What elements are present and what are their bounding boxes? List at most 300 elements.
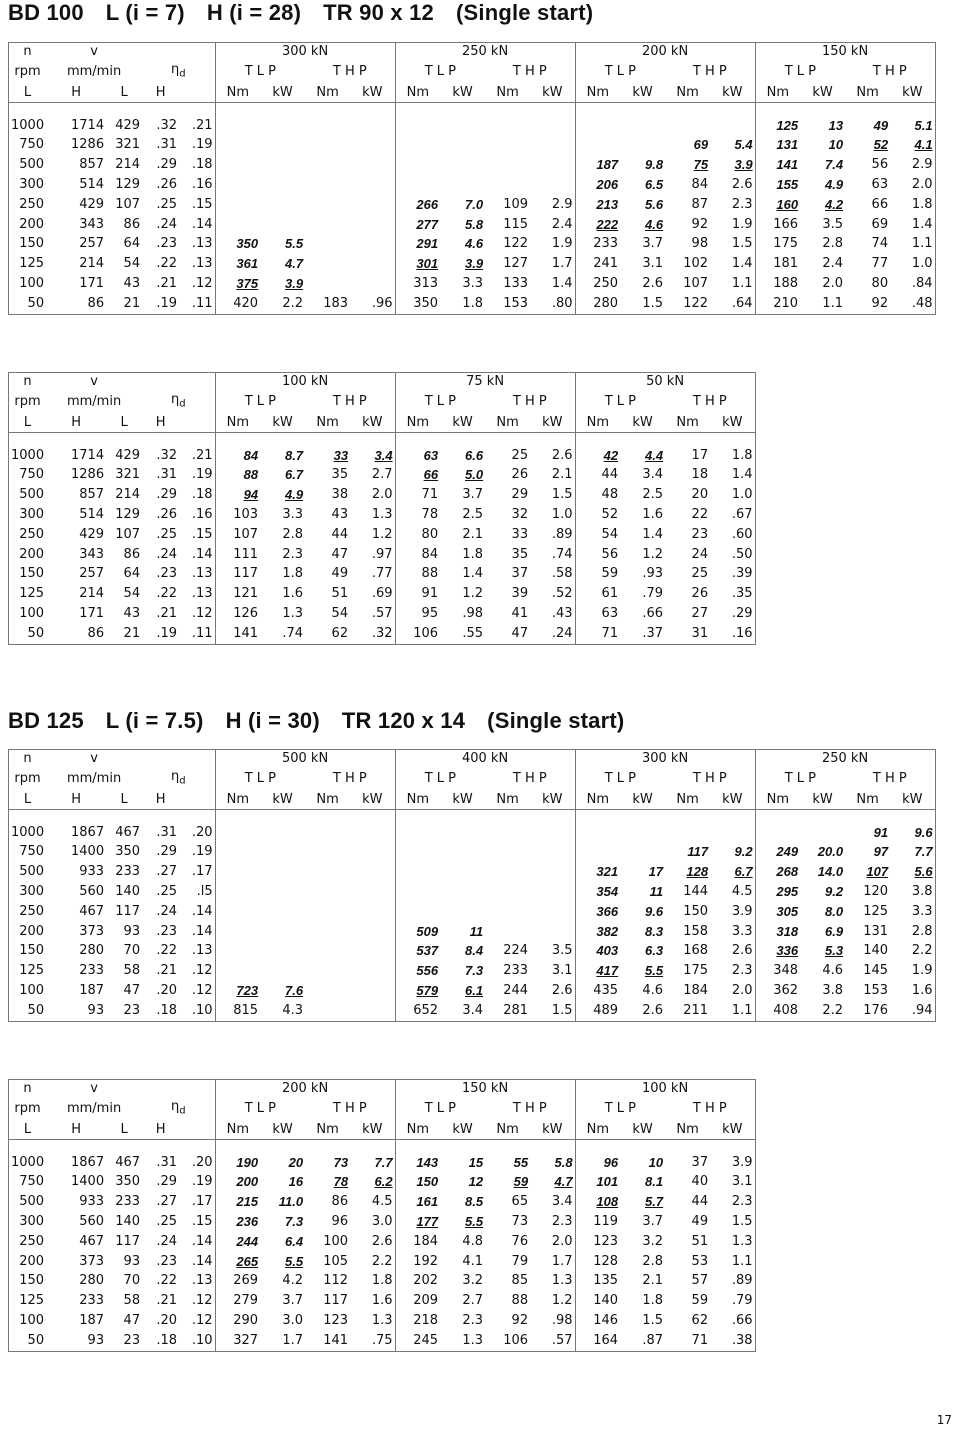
- table-cell: [440, 564, 485, 584]
- table-cell: [46, 902, 106, 922]
- table-cell: [142, 1311, 179, 1331]
- cell-value: 95: [421, 605, 439, 621]
- spacer-cell: [9, 809, 47, 823]
- load-header: 300 kN: [215, 43, 395, 62]
- cell-value: 7.6: [285, 982, 304, 998]
- table-cell: [530, 1001, 575, 1021]
- cell-value: .32: [156, 117, 178, 133]
- tlp-header: T L P: [604, 64, 636, 80]
- table-cell: [530, 294, 575, 314]
- cell-value: .20: [191, 824, 213, 840]
- cell-value: 3.5: [551, 943, 573, 959]
- cell-value: 257: [79, 566, 105, 582]
- table-cell: [179, 1153, 215, 1173]
- table-cell: [260, 505, 305, 525]
- cell-value: 107: [683, 275, 709, 291]
- table-cell: [260, 862, 305, 882]
- cell-value: .22: [156, 586, 178, 602]
- unit-header: kW: [260, 1121, 305, 1140]
- cell-value: 7.7: [374, 1154, 393, 1170]
- table-cell: [260, 485, 305, 505]
- cell-value: 27: [691, 605, 709, 621]
- table-cell: [106, 604, 142, 624]
- cell-value: 2.4: [822, 256, 844, 272]
- table-cell: [215, 195, 260, 215]
- cell-value: 7.0: [465, 196, 484, 212]
- cell-value: 366: [596, 903, 619, 919]
- table-cell: [350, 446, 395, 466]
- table-cell: [179, 195, 215, 215]
- eta-symbol: η: [171, 62, 180, 77]
- cell-value: 100: [19, 982, 45, 998]
- cell-value: 1.2: [642, 546, 664, 562]
- cell-value: 343: [79, 546, 105, 562]
- unit-header: kW: [260, 791, 305, 810]
- cell-value: 86: [123, 216, 141, 232]
- table-cell: [179, 1271, 215, 1291]
- table-cell: [215, 1252, 260, 1272]
- cell-value: 15: [468, 1154, 484, 1170]
- cell-value: 3.8: [911, 883, 933, 899]
- table-cell: [485, 274, 530, 294]
- table-cell: [620, 465, 665, 485]
- table-cell: [890, 922, 935, 942]
- table-cell: [890, 135, 935, 155]
- unit-header: Nm: [665, 84, 710, 103]
- table-cell: [575, 254, 620, 274]
- table-cell: [710, 1311, 755, 1331]
- table-cell: [46, 1001, 106, 1021]
- table-cell: [800, 823, 845, 843]
- unit-header: kW: [620, 1121, 665, 1140]
- cell-value: 3.7: [642, 1213, 664, 1229]
- table-cell: [9, 961, 47, 981]
- table-cell: [46, 1232, 106, 1252]
- table-cell: [350, 545, 395, 565]
- table-cell: [260, 274, 305, 294]
- cell-value: 1.2: [371, 526, 393, 542]
- unit-header: Nm: [575, 791, 620, 810]
- unit-header: kW: [350, 1121, 395, 1140]
- cell-value: 233: [593, 236, 619, 252]
- table-cell: [9, 1232, 47, 1252]
- table-cell: [440, 981, 485, 1001]
- cell-value: 11.0: [278, 1194, 304, 1210]
- table-row: [9, 274, 936, 294]
- cell-value: .84: [911, 275, 933, 291]
- cell-value: 187: [596, 157, 619, 173]
- cell-value: 2.0: [551, 1233, 573, 1249]
- cell-value: 362: [773, 982, 799, 998]
- cell-value: .75: [371, 1332, 393, 1348]
- cell-value: 2.3: [731, 963, 753, 979]
- table-cell: [485, 902, 530, 922]
- cell-value: 318: [776, 923, 799, 939]
- table-cell: [305, 1331, 350, 1351]
- cell-value: 3.0: [371, 1213, 393, 1229]
- header-cell: mm/min: [66, 771, 122, 787]
- table-cell: [395, 1153, 440, 1173]
- table-cell: [142, 1271, 179, 1291]
- table-cell: [215, 862, 260, 882]
- cell-value: 3.4: [642, 467, 664, 483]
- header-cell: H: [142, 1121, 179, 1140]
- load-header: 75 kN: [395, 373, 575, 392]
- table-cell: [710, 195, 755, 215]
- unit-header: Nm: [485, 791, 530, 810]
- cell-value: 4.2: [282, 1273, 304, 1289]
- table-cell: [530, 1192, 575, 1212]
- cell-value: 417: [596, 963, 619, 979]
- cell-value: 76: [511, 1233, 529, 1249]
- table-cell: [755, 294, 800, 314]
- cell-value: 105: [323, 1253, 349, 1269]
- cell-value: 10: [828, 137, 844, 153]
- cell-value: 92: [511, 1312, 529, 1328]
- cell-value: 354: [596, 883, 619, 899]
- table-cell: [665, 525, 710, 545]
- cell-value: 14.0: [817, 864, 844, 880]
- cell-value: 4.4: [645, 447, 664, 463]
- table-cell: [142, 564, 179, 584]
- spacer-cell: [395, 809, 440, 823]
- table-cell: [106, 485, 142, 505]
- cell-value: 214: [79, 256, 105, 272]
- table-cell: [845, 155, 890, 175]
- table-cell: [260, 116, 305, 136]
- cell-value: 74: [871, 236, 889, 252]
- cell-value: 65: [511, 1194, 529, 1210]
- spacer-cell: [620, 432, 665, 446]
- table-cell: [215, 294, 260, 314]
- cell-value: 37: [511, 566, 529, 582]
- cell-value: .12: [191, 275, 213, 291]
- table-cell: [530, 545, 575, 565]
- table-cell: [440, 1252, 485, 1272]
- table-cell: [710, 961, 755, 981]
- cell-value: 64: [123, 566, 141, 582]
- unit-header: Nm: [665, 414, 710, 433]
- cell-value: 6.7: [285, 467, 304, 483]
- table-cell: [845, 234, 890, 254]
- table-cell: [620, 234, 665, 254]
- cell-value: 12: [468, 1174, 484, 1190]
- cell-value: .87: [642, 1332, 664, 1348]
- cell-value: 106: [503, 1332, 529, 1348]
- table-cell: [9, 485, 47, 505]
- cell-value: 429: [115, 447, 141, 463]
- cell-value: .31: [156, 824, 178, 840]
- table-cell: [215, 1212, 260, 1232]
- table-cell: [440, 1001, 485, 1021]
- table-cell: [395, 294, 440, 314]
- cell-value: 1286: [71, 137, 105, 153]
- table-cell: [179, 135, 215, 155]
- table-cell: [665, 584, 710, 604]
- table-cell: [260, 941, 305, 961]
- cell-value: 107: [866, 864, 889, 880]
- cell-value: 96: [603, 1154, 619, 1170]
- cell-value: 1.1: [731, 275, 753, 291]
- table-cell: [620, 1271, 665, 1291]
- cell-value: .24: [156, 546, 178, 562]
- header-row-units: [9, 791, 936, 810]
- table-cell: [800, 1001, 845, 1021]
- table-cell: [106, 862, 142, 882]
- table-cell: [485, 1252, 530, 1272]
- table-cell: [395, 624, 440, 644]
- table-cell: [710, 155, 755, 175]
- cell-value: 168: [683, 943, 709, 959]
- table-cell: [106, 624, 142, 644]
- table-cell: [350, 981, 395, 1001]
- section-title-part: L (i = 7): [105, 0, 185, 25]
- table-cell: [142, 254, 179, 274]
- cell-value: 26: [511, 467, 529, 483]
- table-cell: [575, 1252, 620, 1272]
- table-cell: [440, 294, 485, 314]
- cell-value: 80: [421, 526, 439, 542]
- cell-value: 2.6: [731, 943, 753, 959]
- cell-value: 184: [413, 1233, 439, 1249]
- cell-value: 2.3: [282, 546, 304, 562]
- spacer-cell: [710, 102, 755, 116]
- cell-value: 3.3: [911, 903, 933, 919]
- cell-value: 218: [413, 1312, 439, 1328]
- table-cell: [530, 446, 575, 466]
- table-cell: [620, 1311, 665, 1331]
- cell-value: .17: [191, 1194, 213, 1210]
- table-cell: [485, 1153, 530, 1173]
- cell-value: .32: [371, 625, 393, 641]
- cell-value: 161: [416, 1194, 439, 1210]
- table-cell: [395, 1192, 440, 1212]
- load-header: 50 kN: [575, 373, 755, 392]
- table-cell: [260, 882, 305, 902]
- cell-value: .13: [191, 256, 213, 272]
- table-row: [9, 1192, 756, 1212]
- cell-value: 86: [87, 295, 105, 311]
- cell-value: 49: [873, 117, 889, 133]
- table-cell: [755, 155, 800, 175]
- cell-value: 123: [323, 1312, 349, 1328]
- table-row: [9, 116, 936, 136]
- table-cell: [106, 1153, 142, 1173]
- table-cell: [106, 175, 142, 195]
- table-cell: [215, 485, 260, 505]
- table-cell: [142, 961, 179, 981]
- table-cell: [106, 1232, 142, 1252]
- cell-value: 37: [691, 1154, 709, 1170]
- table-cell: [260, 981, 305, 1001]
- table-cell: [215, 1331, 260, 1351]
- eta-header: [142, 391, 215, 414]
- table-cell: [46, 155, 106, 175]
- header-cell: rpm: [9, 1098, 47, 1121]
- cell-value: 122: [683, 295, 709, 311]
- cell-value: 375: [236, 275, 259, 291]
- performance-table: [8, 372, 756, 645]
- table-cell: [440, 545, 485, 565]
- unit-header: kW: [710, 791, 755, 810]
- unit-header: kW: [530, 414, 575, 433]
- cell-value: 100: [323, 1233, 349, 1249]
- table-cell: [800, 882, 845, 902]
- table-cell: [9, 1271, 47, 1291]
- table-cell: [350, 116, 395, 136]
- table-cell: [620, 823, 665, 843]
- header-cell: mm/min: [66, 394, 122, 410]
- spacer-cell: [350, 809, 395, 823]
- table-cell: [350, 1172, 395, 1192]
- cell-value: 5.6: [914, 864, 933, 880]
- cell-value: 71: [601, 625, 619, 641]
- cell-value: 2.6: [551, 447, 573, 463]
- spacer-cell: [530, 1139, 575, 1153]
- table-cell: [800, 902, 845, 922]
- table-cell: [710, 1001, 755, 1021]
- cell-value: 96: [331, 1213, 349, 1229]
- table-cell: [142, 604, 179, 624]
- cell-value: 150: [19, 1273, 45, 1289]
- unit-header: Nm: [395, 791, 440, 810]
- cell-value: 175: [683, 963, 709, 979]
- table-cell: [305, 981, 350, 1001]
- table-cell: [9, 215, 47, 235]
- cell-value: 6.1: [465, 982, 484, 998]
- header-row-units: [9, 1121, 756, 1140]
- header-row-tlp: [9, 1098, 756, 1121]
- table-cell: [530, 116, 575, 136]
- table-cell: [665, 446, 710, 466]
- unit-header: Nm: [485, 1121, 530, 1140]
- unit-header: kW: [440, 84, 485, 103]
- tlp-header: T L P: [424, 64, 456, 80]
- cell-value: 560: [79, 883, 105, 899]
- header-cell: L: [106, 84, 142, 103]
- cell-value: 80: [871, 275, 889, 291]
- cell-value: .21: [191, 447, 213, 463]
- cell-value: .96: [371, 295, 393, 311]
- cell-value: 35: [511, 546, 529, 562]
- cell-value: 73: [511, 1213, 529, 1229]
- cell-value: 115: [503, 216, 529, 232]
- cell-value: .11: [191, 625, 213, 641]
- cell-value: 164: [593, 1332, 619, 1348]
- table-cell: [179, 155, 215, 175]
- spacer-cell: [485, 432, 530, 446]
- cell-value: 9.2: [734, 844, 753, 860]
- cell-value: 500: [19, 487, 45, 503]
- table-cell: [46, 922, 106, 942]
- load-header: 500 kN: [215, 750, 395, 769]
- cell-value: 560: [79, 1213, 105, 1229]
- spacer-cell: [845, 809, 890, 823]
- table-cell: [755, 842, 800, 862]
- table-cell: [845, 135, 890, 155]
- cell-value: .74: [551, 546, 573, 562]
- cell-value: 91: [873, 824, 889, 840]
- cell-value: .24: [156, 903, 178, 919]
- cell-value: 125: [19, 963, 45, 979]
- table-cell: [350, 274, 395, 294]
- cell-value: .11: [191, 295, 213, 311]
- table-cell: [530, 135, 575, 155]
- table-cell: [800, 135, 845, 155]
- table-row: [9, 823, 936, 843]
- table-cell: [215, 902, 260, 922]
- cell-value: 122: [503, 236, 529, 252]
- table-row: [9, 1001, 936, 1021]
- header-cell: H: [46, 791, 106, 810]
- cell-value: 290: [233, 1312, 259, 1328]
- table-cell: [106, 1271, 142, 1291]
- cell-value: 4.5: [371, 1194, 393, 1210]
- cell-value: 54: [123, 586, 141, 602]
- table-cell: [485, 1311, 530, 1331]
- cell-value: 107: [115, 196, 141, 212]
- cell-value: 63: [871, 176, 889, 192]
- cell-value: 556: [416, 963, 439, 979]
- spacer-cell: [305, 432, 350, 446]
- table-cell: [575, 175, 620, 195]
- cell-value: 206: [596, 176, 619, 192]
- cell-value: 6.9: [825, 923, 844, 939]
- table-cell: [440, 941, 485, 961]
- cell-value: 3.9: [731, 903, 753, 919]
- table-cell: [575, 505, 620, 525]
- section-title-part: (Single start): [455, 0, 594, 25]
- table-cell: [305, 234, 350, 254]
- table-cell: [350, 564, 395, 584]
- cell-value: 1714: [71, 117, 105, 133]
- cell-value: 233: [503, 963, 529, 979]
- table-cell: [305, 254, 350, 274]
- table-cell: [395, 254, 440, 274]
- cell-value: .16: [191, 176, 213, 192]
- table-cell: [710, 1192, 755, 1212]
- table-row: [9, 961, 936, 981]
- table-cell: [106, 195, 142, 215]
- spacer-cell: [800, 102, 845, 116]
- table-cell: [106, 525, 142, 545]
- spacer-row: [9, 102, 936, 116]
- table-row: [9, 446, 756, 466]
- table-cell: [530, 465, 575, 485]
- table-cell: [260, 545, 305, 565]
- cell-value: 4.6: [645, 216, 664, 232]
- table-cell: [142, 922, 179, 942]
- load-header: 150 kN: [395, 1080, 575, 1099]
- table-cell: [485, 116, 530, 136]
- cell-value: 1400: [71, 844, 105, 860]
- tlp-header: T L P: [244, 64, 276, 80]
- table-cell: [9, 902, 47, 922]
- unit-header: Nm: [395, 1121, 440, 1140]
- table-cell: [575, 564, 620, 584]
- table-cell: [620, 564, 665, 584]
- cell-value: 750: [19, 137, 45, 153]
- table-cell: [350, 1331, 395, 1351]
- table-cell: [215, 1153, 260, 1173]
- table-cell: [710, 604, 755, 624]
- table-cell: [305, 116, 350, 136]
- table-cell: [710, 981, 755, 1001]
- table-cell: [845, 902, 890, 922]
- cell-value: 50: [27, 295, 45, 311]
- cell-value: 75: [693, 157, 709, 173]
- table-row: [9, 842, 936, 862]
